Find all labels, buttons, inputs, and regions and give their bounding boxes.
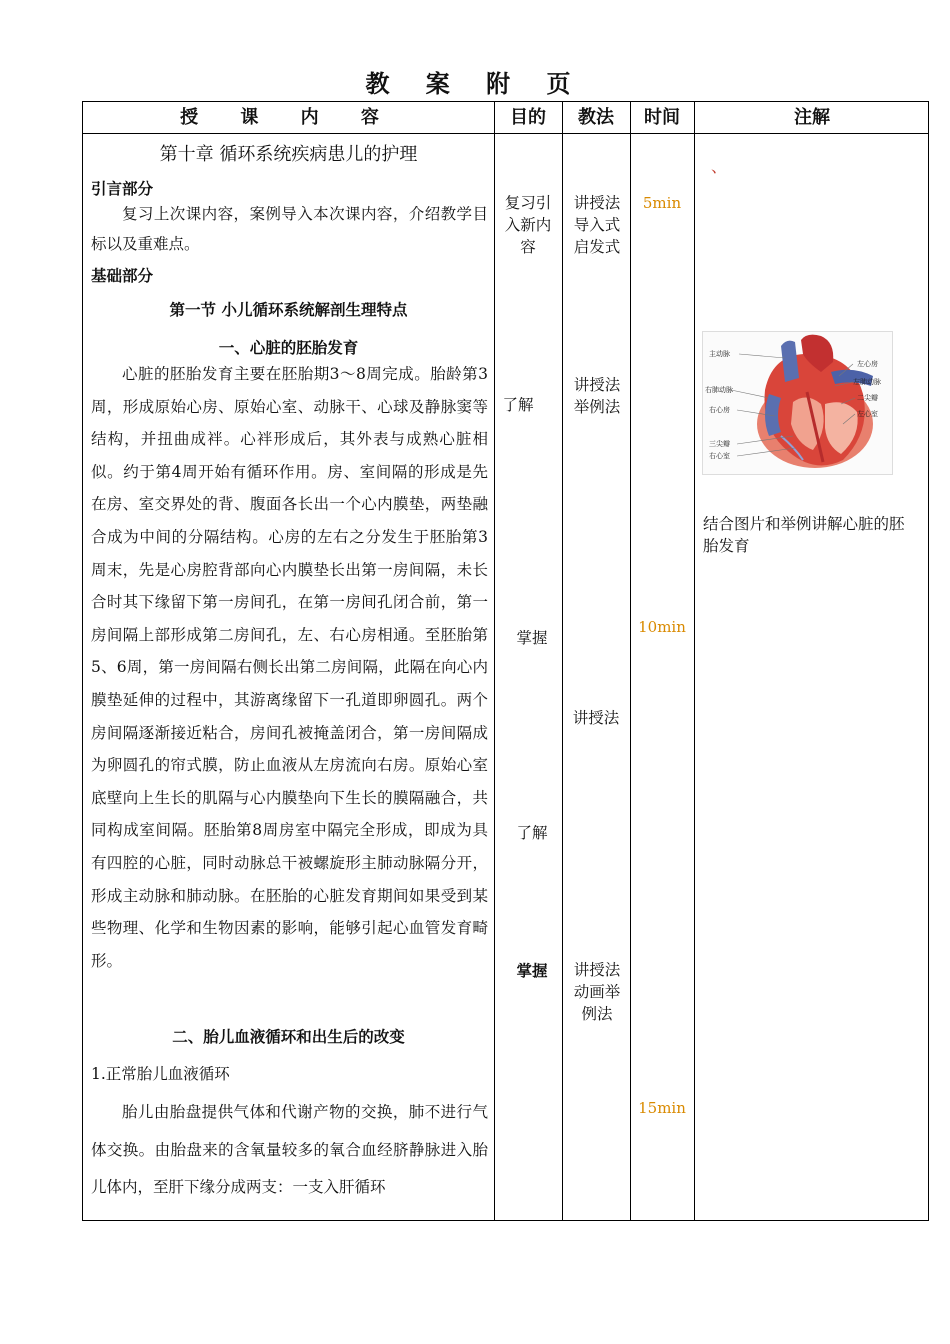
method-cell: 讲授法举例法 — [573, 376, 621, 416]
lesson-plan-table — [82, 101, 929, 1221]
heart-label: 左心室 — [857, 410, 878, 418]
intro-heading: 引言部分 — [91, 179, 154, 198]
heart-label: 主动脉 — [709, 350, 730, 358]
method-cell: 讲授法导入式启发式 — [573, 194, 621, 256]
method-cell: 讲授法 — [572, 709, 620, 727]
time-cell: 15min — [638, 1099, 686, 1117]
heart-label: 右心室 — [709, 452, 730, 460]
chapter-title: 第十章 循环系统疾病患儿的护理 — [159, 144, 418, 165]
heart-illustration — [703, 332, 892, 474]
column-divider — [562, 102, 563, 1220]
subsection-title: 二、胎儿血液循环和出生后的改变 — [172, 1027, 405, 1046]
header-notes: 注解 — [794, 107, 830, 128]
time-cell: 10min — [638, 618, 686, 636]
purpose-cell: 复习引入新内容 — [504, 194, 552, 256]
heart-label: 三尖瓣 — [709, 440, 730, 448]
heart-label: 右肺动脉 — [705, 386, 733, 394]
purpose-cell: 了解 — [516, 824, 548, 842]
heart-label: 二尖瓣 — [857, 394, 878, 402]
purpose-cell: 掌握 — [516, 629, 548, 647]
section-title: 第一节 小儿循环系统解剖生理特点 — [169, 300, 408, 319]
header-content: 授 课 内 容 — [180, 107, 397, 128]
header-time: 时间 — [644, 107, 680, 128]
purpose-cell: 掌握 — [516, 961, 548, 980]
header-purpose: 目的 — [510, 107, 546, 128]
column-divider — [630, 102, 631, 1220]
intro-text: 复习上次课内容，案例导入本次课内容，介绍教学目标以及重难点。 — [91, 205, 488, 253]
purpose-cell: 了解 — [502, 396, 534, 414]
subsection-title: 一、心脏的胚胎发育 — [218, 338, 359, 357]
column-divider — [494, 102, 495, 1220]
subsection-text: 心脏的胚胎发育主要在胚胎期3～8周完成。胎龄第3周，形成原始心房、原始心室、动脉干、心球及静脉窦等结构，并扭曲成袢。心袢形成后，其外表与成熟心脏相似。约于第4周开始有循环作用。房、室间隔的形成是先在房、室交界处的背、腹面各长出一个心内膜垫，两垫融合成为中间的分隔结构。心房的左右之分发生于胚胎第3周末，先是心房腔背部向心内膜垫长出第一房间隔，未长合时其下缘留下第一房间孔，在第一房间孔闭合前，第一房间隔上部形成第二房间孔，左、右心房相通。至胚胎第5、6周，第一房间隔右侧长出第二房间隔，此隔在向心内膜垫延伸的过程中，其游离缘留下一孔道即卵圆孔。两个房间隔逐渐接近粘合，房间孔被掩盖闭合，第一房间隔成为卵圆孔的帘式膜，防止血液从左房流向右房。原始心室底壁向上生长的肌隔与心内膜垫向下生长的膜隔融合，共同构成室间隔。胚胎第8周房室中隔完全形成，即成为具有四腔的心脏，同时动脉总干被螺旋形主肺动脉隔分开，形成主动脉和肺动脉。在胚胎的心脏发育期间如果受到某些物理、化学和生物因素的影响，能够引起心血管发育畸形。 — [91, 365, 488, 970]
header-method: 教法 — [578, 107, 614, 128]
header-divider — [83, 133, 928, 134]
time-cell: 5min — [642, 194, 682, 212]
basic-heading: 基础部分 — [91, 266, 154, 285]
list-item: 1.正常胎儿血液循环 — [91, 1065, 230, 1083]
method-cell: 讲授法动画举例法 — [573, 961, 621, 1023]
heart-label: 左心房 — [857, 360, 878, 368]
heart-label: 左肺动脉 — [853, 378, 881, 386]
note-text: 结合图片和举例讲解心脏的胚胎发育 — [703, 515, 905, 555]
subsection-text: 胎儿由胎盘提供气体和代谢产物的交换，肺不进行气体交换。由胎盘来的含氧量较多的氧合血经脐静脉进入胎儿体内，至肝下缘分成两支：一支入肝循环 — [91, 1103, 488, 1196]
note-mark: 、 — [711, 157, 728, 176]
page-title: 教 案 附 页 — [365, 69, 585, 98]
heart-label: 右心房 — [709, 406, 730, 414]
heart-diagram-image — [702, 331, 893, 475]
column-divider — [694, 102, 695, 1220]
